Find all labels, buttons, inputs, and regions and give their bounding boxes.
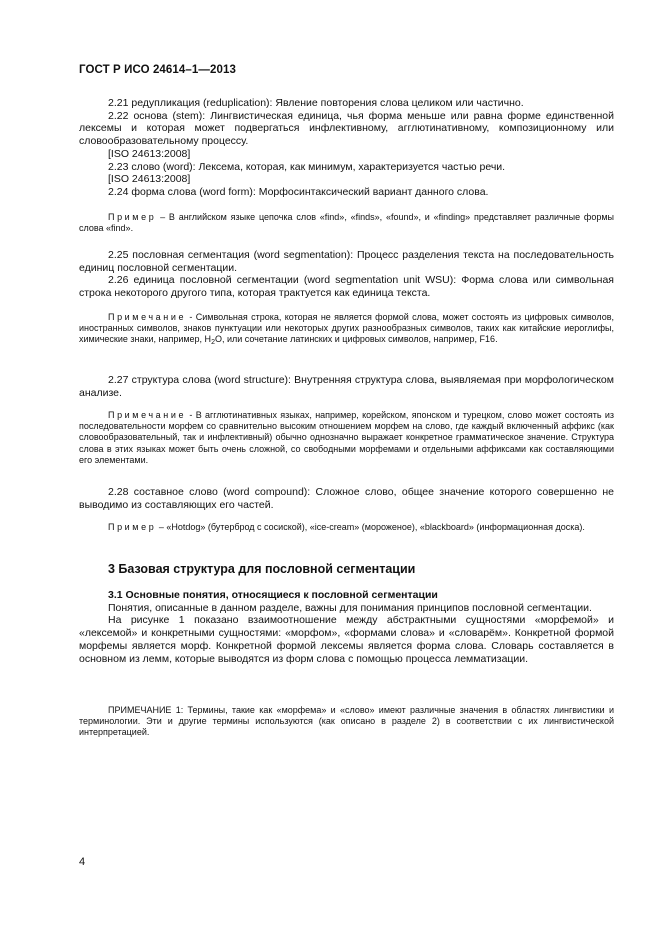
definition-2-27-block bbox=[79, 374, 614, 399]
note-label: Примечание bbox=[108, 410, 187, 420]
paragraph-2: На рисунке 1 показано взаимоотношение между абстрактными сущностями «морфемой» и «лексемой» и конкретными сущностями: «морфом», «формами слова» и «словарём». Конкретной формой морфемы является морф. Конкретной формой лексемы является форма слова. Словарь составляется в основном из лемм, которые выводятся из форм слова с помощью процесса лемматизации. bbox=[79, 614, 614, 665]
note-label: Примечание bbox=[108, 312, 187, 322]
example-label: Пример bbox=[108, 212, 157, 222]
section-3-heading: 3 Базовая структура для пословной сегментации bbox=[108, 562, 416, 576]
definition-2-21: 2.21 редупликация (reduplication): Явление повторения слова целиком или частично. bbox=[108, 97, 524, 109]
example-1 bbox=[79, 212, 614, 234]
reference: [ISO 24613:2008] bbox=[108, 173, 191, 186]
example-label: Пример bbox=[108, 522, 157, 532]
definition-2-23: 2.23 слово (word): Лексема, которая, как минимум, характеризуется частью речи. bbox=[108, 160, 506, 173]
definition-2-24: 2.24 форма слова (word form): Морфосинтаксический вариант данного слова. bbox=[108, 185, 489, 198]
example-text: – В английском языке цепочка слов «find», «finds», «found», и «finding» представляет различные формы слова «find». bbox=[79, 212, 614, 234]
subscript: 2 bbox=[211, 339, 215, 347]
section-note-1 bbox=[79, 705, 614, 739]
note-text-a: - Символьная строка, которая не является формой слова, может состоять из цифровых символов, иностранных символов, знаков пунктуации или некоторых других разнообразных символов, таких как китайские иероглифы, химические знаки, например, H bbox=[79, 312, 614, 345]
note-2 bbox=[79, 410, 614, 466]
note-1-text: ПРИМЕЧАНИЕ 1: Термины, такие как «морфема» и «слово» имеют различные значения в областях лингвистики и терминологии. Эти и другие термины используются (как описано в разделе 2) в соответствии с их лингвистической интерпретацией. bbox=[79, 705, 614, 738]
definition-2-25: 2.25 пословная сегментация (word segmentation): Процесс разделения текста на последовательность единиц пословной сегментации. bbox=[79, 249, 614, 274]
example-2 bbox=[79, 522, 614, 533]
section-3-1 bbox=[79, 589, 614, 665]
definition-2-22: 2.22 основа (stem): Лингвистическая единица, чья форма меньше или равна форме единственной лексемы и которая может подвергаться инфлективному, агглютинативному, композиционному или словообразовательному процессу. bbox=[79, 109, 614, 148]
document-header: ГОСТ Р ИСО 24614–1—2013 bbox=[79, 64, 236, 76]
note-1 bbox=[79, 312, 614, 346]
subsection-3-1-heading: 3.1 Основные понятия, относящиеся к пословной сегментации bbox=[108, 589, 438, 601]
paragraph-1: Понятия, описанные в данном разделе, важны для понимания принципов пословной сегментации. bbox=[108, 601, 592, 614]
page-number: 4 bbox=[79, 856, 86, 868]
definitions-block-2 bbox=[79, 249, 614, 300]
definitions-block-1 bbox=[79, 97, 614, 199]
example-text: – «Hotdog» (бутерброд с сосиской), «ice-cream» (мороженое), «blackboard» (информационная доска). bbox=[156, 522, 585, 532]
definition-2-28: 2.28 составное слово (word compound): Сложное слово, общее значение которого совершенно не выводимо из составляющих его частей. bbox=[79, 486, 614, 511]
note-text: - В агглютинативных языках, например, корейском, японском и турецком, слово может состоять из последовательности морфем со сравнительно высоким отношением морфем на слово, где каждый включенный аффикс (как словообразовательный, так и инфлективный) обычно однозначно выражает конкретное грамматическое значение. Структура слова в этих языках может быть очень сложной, со свободными морфемами и отдельными аффиксами как составляющими его элементами. bbox=[79, 410, 614, 465]
definition-2-26: 2.26 единица пословной сегментации (word segmentation unit WSU): Форма слова или символьная строка некоторого другого типа, которая трактуется как единица текста. bbox=[79, 274, 614, 300]
reference: [ISO 24613:2008] bbox=[108, 147, 191, 160]
definition-2-28-block bbox=[79, 486, 614, 511]
note-text-b: O, или сочетание латинских и цифровых символов, например, F16. bbox=[214, 334, 498, 345]
definition-2-27: 2.27 структура слова (word structure): Внутренняя структура слова, выявляемая при морфологическом анализе. bbox=[79, 374, 614, 399]
